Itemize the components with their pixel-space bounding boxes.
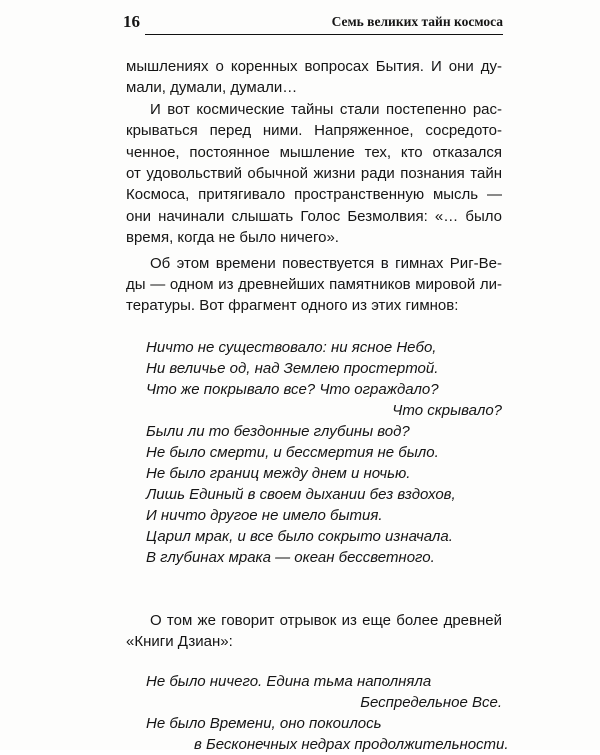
verse-line: Не было ничего. Едина тьма наполняла [146,672,432,690]
paragraph-3 [126,253,502,317]
verse-line: Что же покрывало все? Что ограждало? [146,380,439,398]
verse-line: И ничто другое не имело бытия. [146,506,383,524]
paragraph-1 [126,56,502,99]
header-rule [145,34,503,35]
verse-line: Что скрывало? [392,401,502,419]
dzyan-verse [126,671,509,755]
running-title: Семь великих тайн космоса [331,14,503,29]
verse-line: Ни величье од, над Землею простертой. [146,359,439,377]
text-line: крываться перед ними. Напряженное, сосредото- [126,122,502,140]
text-line: тературы. Вот фрагмент одного из этих гимнов: [126,297,459,315]
text-line: время, когда не было ничего». [126,229,339,247]
verse-line: Не было границ между днем и ночью. [146,464,411,482]
page-number: 16 [123,12,140,31]
paragraph-4 [126,610,502,653]
text-line: мали, думали, думали… [126,79,298,97]
verse-line: Беспредельное Все. [360,693,502,711]
verse-line: в Бесконечных недрах продолжительности. [194,735,509,753]
text-line: мышлениях о коренных вопросах Бытия. И они ду- [126,58,502,75]
verse-line: Лишь Единый в своем дыхании без вздохов, [146,485,456,503]
body-text [126,56,509,755]
text-line: Об этом времени повествуется в гимнах Риг-Ве- [150,254,502,272]
text-line: ды — одном из древнейших памятников мировой ли- [126,276,502,294]
text-line: они начинали слышать Голос Безмолвия: «… было [126,207,502,225]
page-header [123,12,503,38]
verse-line: Царил мрак, и все было сокрыто изначала. [146,527,453,545]
rig-veda-verse [126,337,502,568]
verse-line: Были ли то бездонные глубины вод? [146,422,410,440]
verse-line: Ничто не существовало: ни ясное Небо, [146,338,437,356]
paragraph-2 [126,99,502,249]
text-line: О том же говорит отрывок из еще более древней [150,611,502,629]
text-line: ченное, постоянное мышление тех, кто отказался [126,143,502,161]
verse-line: Не было Времени, оно покоилось [146,714,382,732]
text-line: от удовольствий обычной жизни ради познания тайн [126,165,502,183]
verse-line: Не было смерти, и бессмертия не было. [146,443,439,461]
verse-line: В глубинах мрака — океан бессветного. [146,548,435,566]
text-line: «Книги Дзиан»: [126,633,233,651]
text-line: Космоса, притягивало пространственную мысль — [126,186,502,204]
text-line: И вот космические тайны стали постепенно рас- [150,100,502,118]
